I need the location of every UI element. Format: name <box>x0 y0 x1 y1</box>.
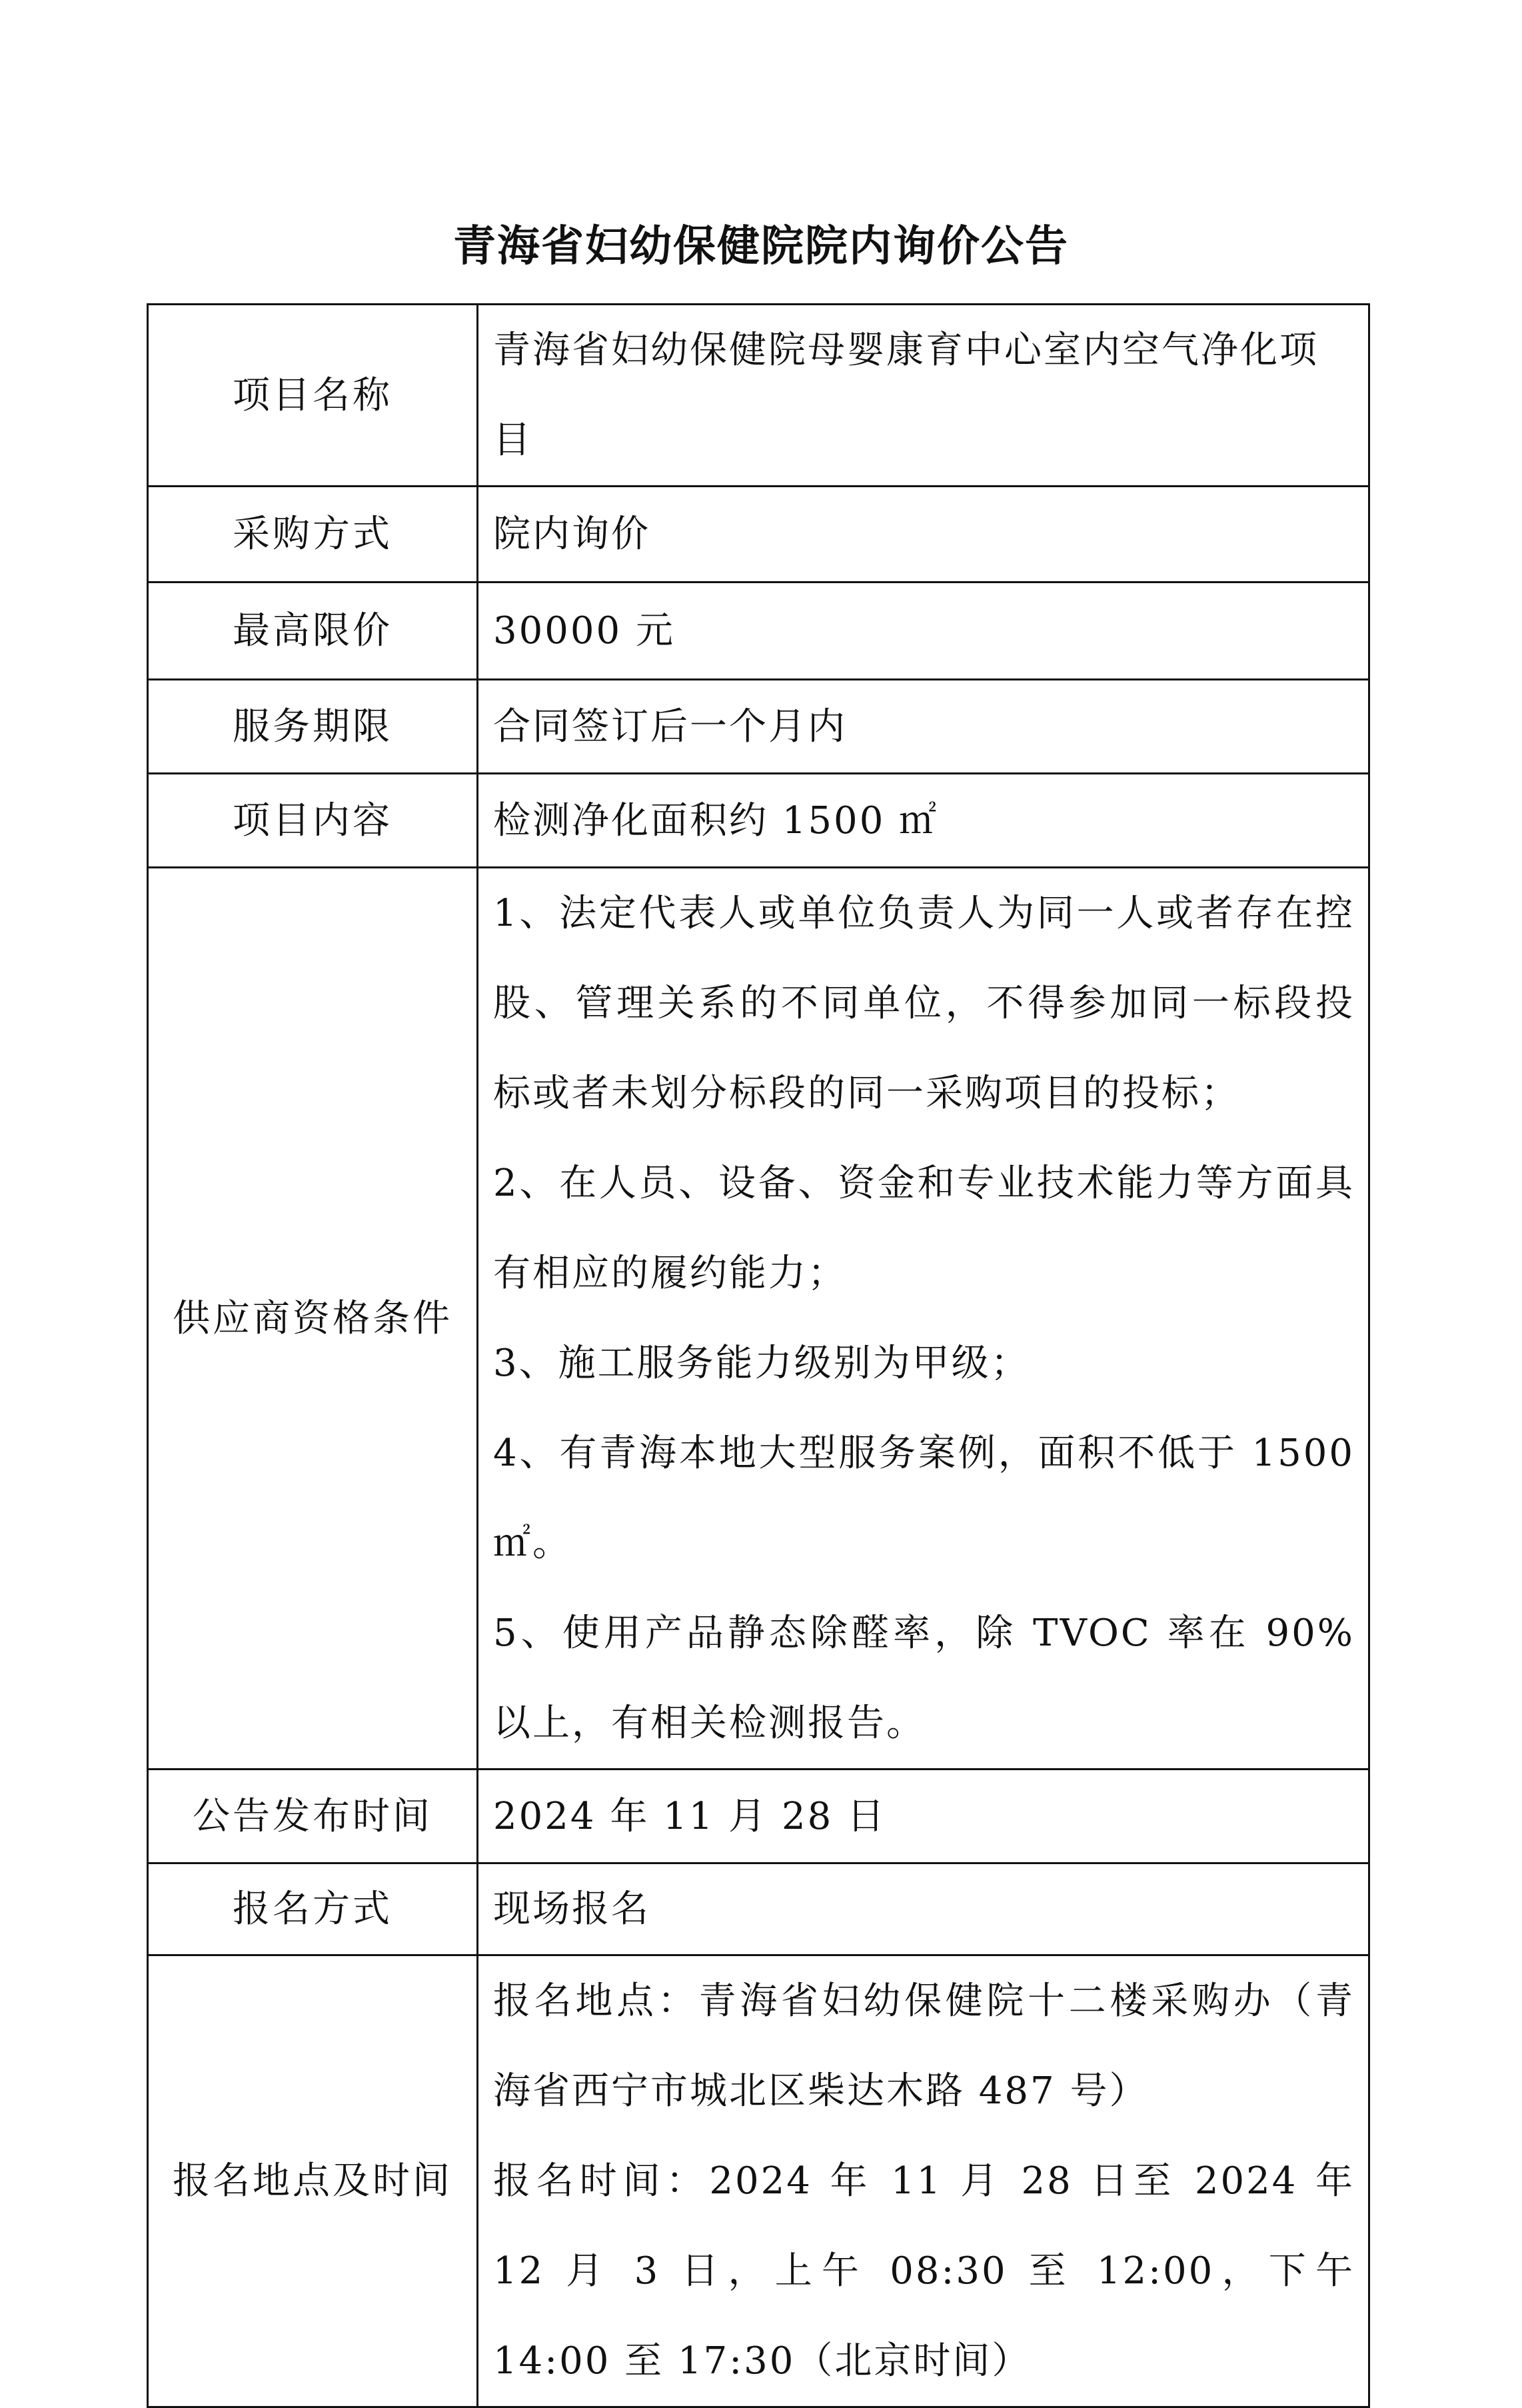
qualification-list <box>478 868 1369 1770</box>
qualification-item: 2、在人员、设备、资金和专业技术能力等方面具有相应的履约能力； <box>493 1162 1355 1295</box>
row-value: 院内询价 <box>478 487 1369 583</box>
qualification-item: 4、有青海本地大型服务案例，面积不低于 1500 ㎡。 <box>493 1432 1355 1565</box>
table-row <box>148 583 1369 680</box>
row-label: 项目名称 <box>148 305 478 487</box>
row-label: 采购方式 <box>148 487 478 583</box>
row-value: 30000 元 <box>478 583 1369 680</box>
registration-location: 报名地点：青海省妇幼保健院十二楼采购办（青海省西宁市城北区柴达木路 487 号） <box>493 1979 1355 2113</box>
table-row <box>148 487 1369 583</box>
row-label: 服务期限 <box>148 680 478 774</box>
row-label: 供应商资格条件 <box>148 868 478 1770</box>
qualification-item: 3、施工服务能力级别为甲级； <box>493 1342 1030 1385</box>
row-label: 公告发布时间 <box>148 1770 478 1863</box>
notice-table <box>147 303 1370 2408</box>
row-value: 青海省妇幼保健院母婴康育中心室内空气净化项目 <box>478 305 1369 487</box>
table-row <box>148 1955 1369 2407</box>
qualification-item: 5、使用产品静态除醛率，除 TVOC 率在 90%以上，有相关检测报告。 <box>493 1612 1355 1745</box>
row-value: 合同签订后一个月内 <box>478 680 1369 774</box>
row-label: 报名方式 <box>148 1863 478 1955</box>
registration-time: 报名时间：2024 年 11 月 28 日至 2024 年 12 月 3 日，上午 08:30 至 12:00，下午 14:00 至 17:30（北京时间） <box>493 2159 1355 2383</box>
row-value: 2024 年 11 月 28 日 <box>478 1770 1369 1863</box>
table-row <box>148 774 1369 868</box>
row-value: 检测净化面积约 1500 ㎡ <box>478 774 1369 868</box>
table-row <box>148 680 1369 774</box>
table-row <box>148 305 1369 487</box>
row-label: 项目内容 <box>148 774 478 868</box>
row-value: 现场报名 <box>478 1863 1369 1955</box>
page-title: 青海省妇幼保健院院内询价公告 <box>453 222 1069 271</box>
table-row <box>148 1770 1369 1863</box>
registration-details <box>478 1955 1369 2407</box>
row-label: 报名地点及时间 <box>148 1955 478 2407</box>
table-row <box>148 1863 1369 1955</box>
qualification-item: 1、法定代表人或单位负责人为同一人或者存在控股、管理关系的不同单位，不得参加同一标段投标或者未划分标段的同一采购项目的投标； <box>493 892 1355 1115</box>
table-row <box>148 868 1369 1770</box>
row-label: 最高限价 <box>148 583 478 680</box>
